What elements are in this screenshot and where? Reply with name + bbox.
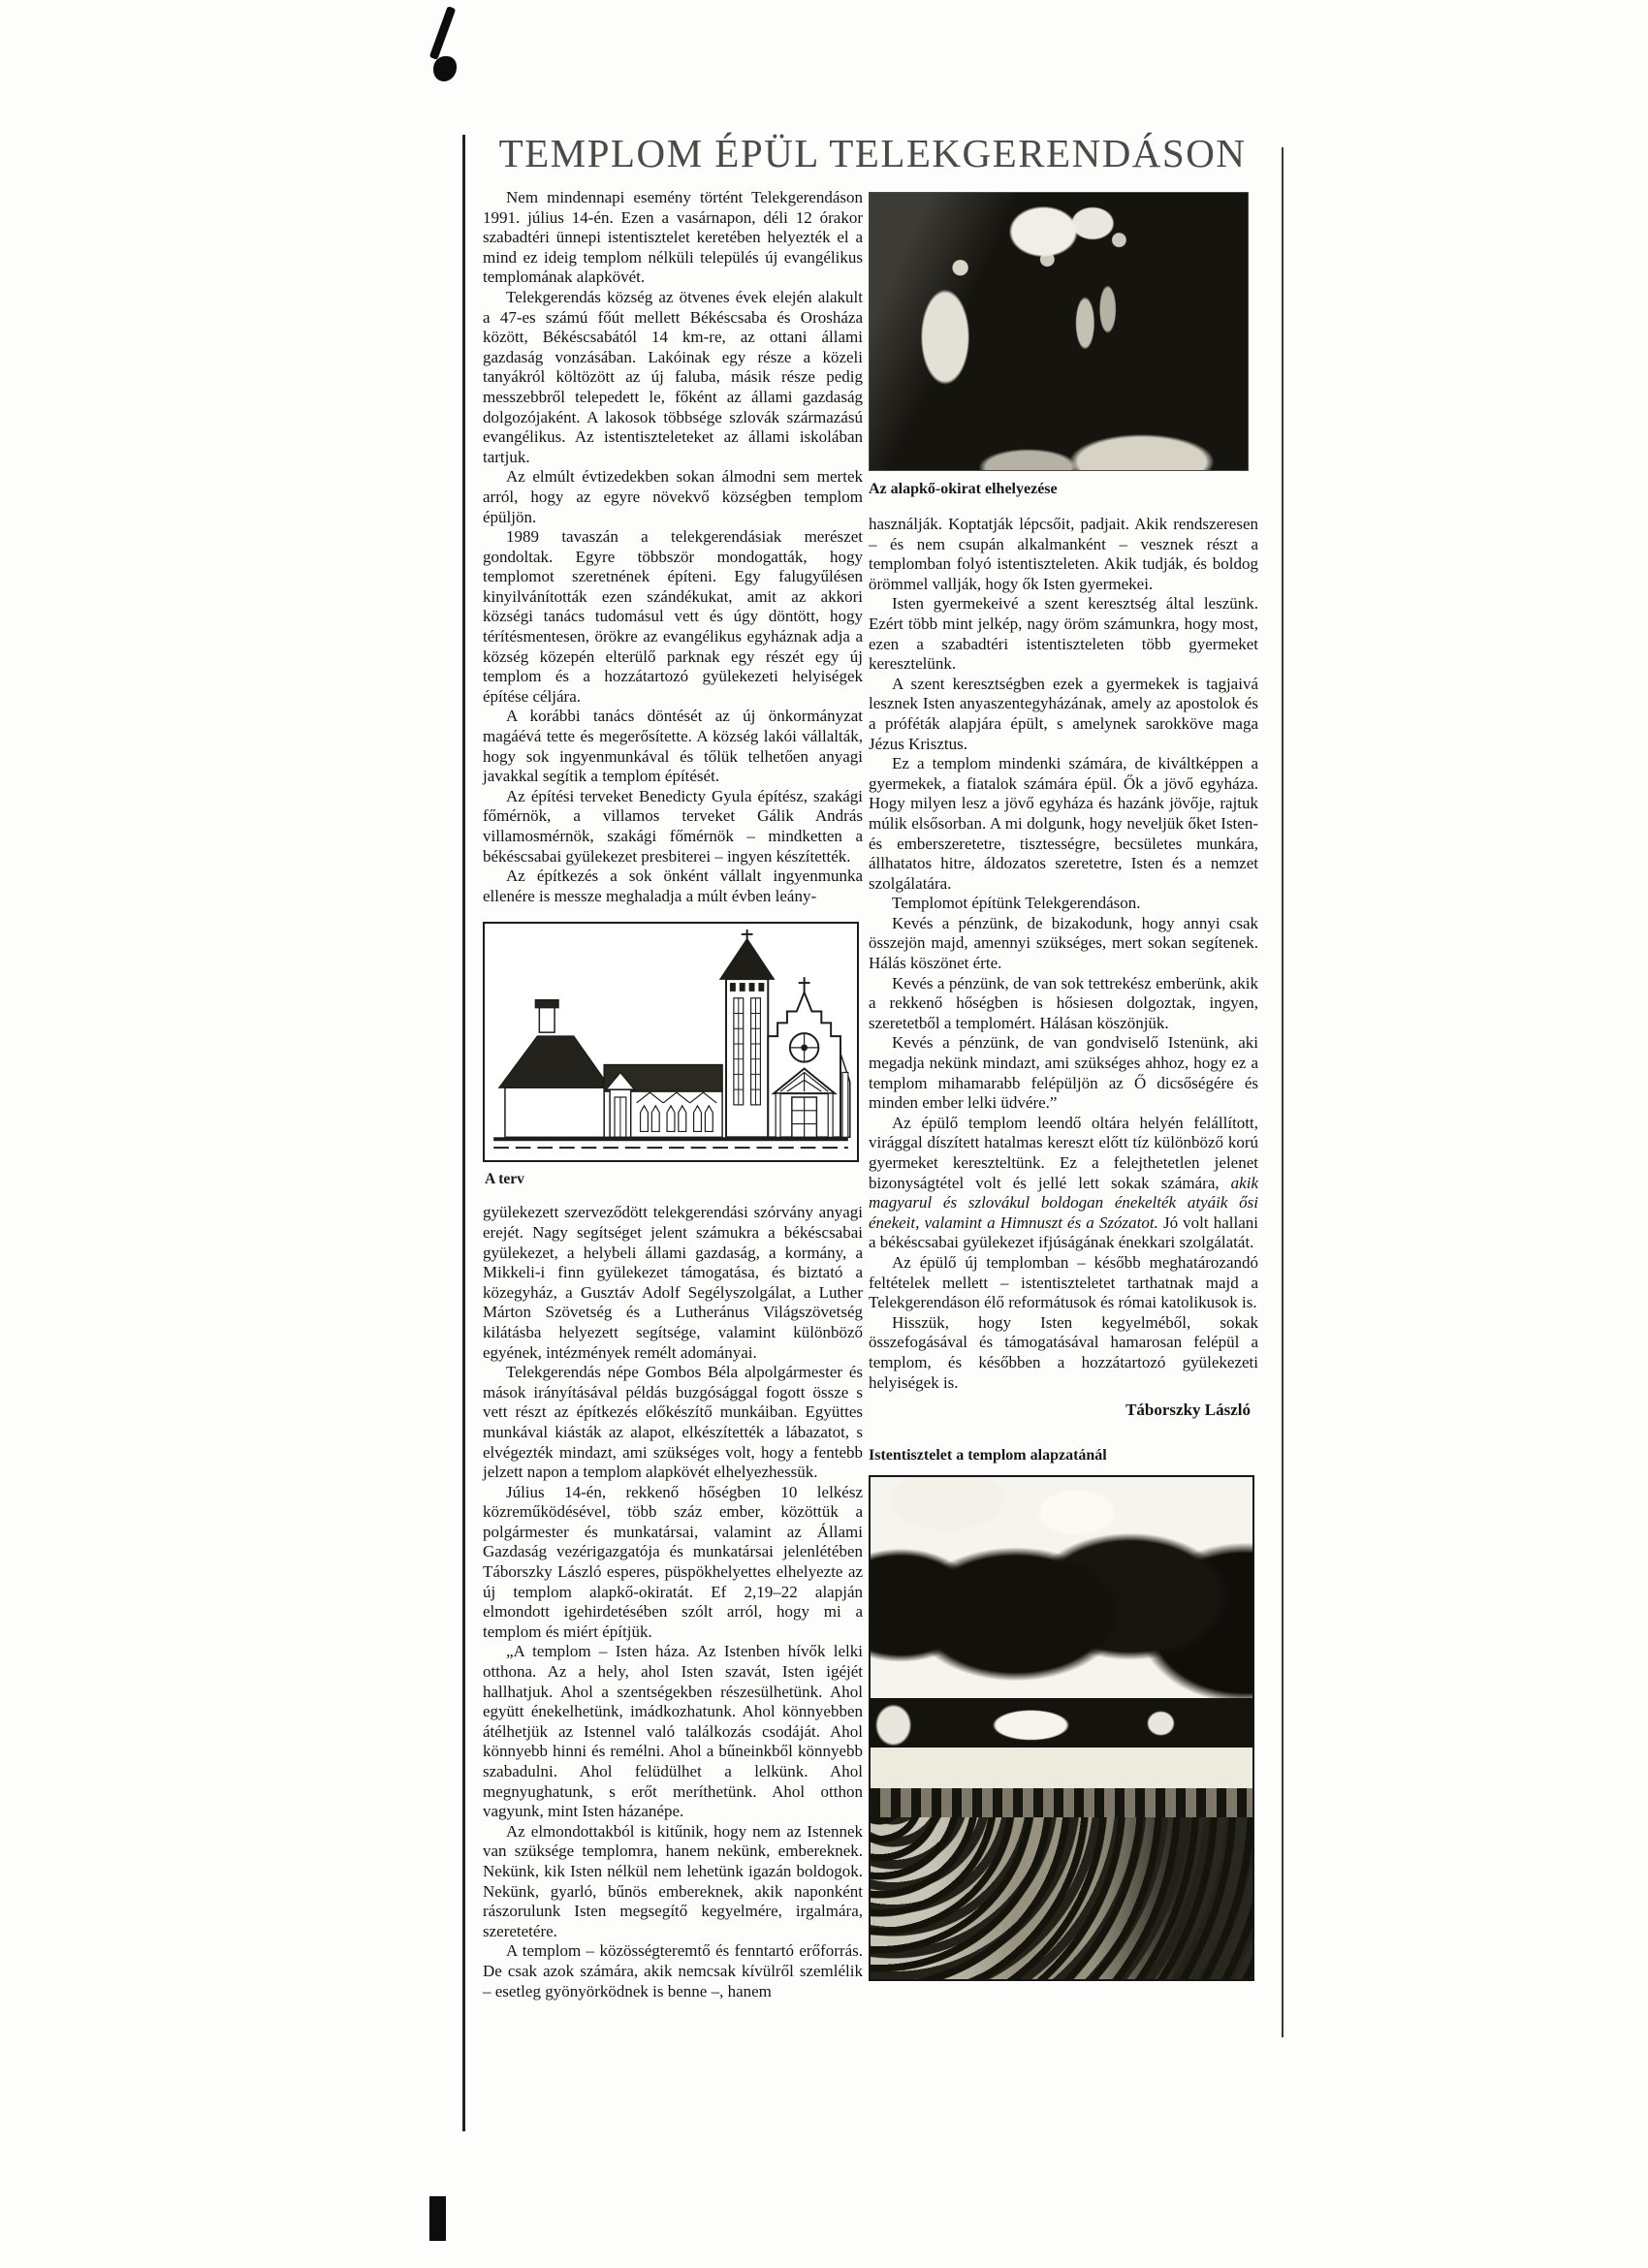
paragraph: A korábbi tanács döntését az új önkormányzat magáévá tette és megerősítette. A község lakói vállalták, hogy sok ingyenmunkával és tőlük telhetően anyagi javakkal segítik a templom építését.: [483, 707, 863, 786]
italic-quote: akik magyarul és szlovákul boldogan énekelték atyáik ősi énekeit, valamint a Himnuszt és a Szózatot.: [869, 1173, 1258, 1232]
right-margin-rule: [1282, 147, 1284, 2037]
top-photo-caption: Az alapkő-okirat elhelyezése: [869, 481, 1058, 497]
paragraph: Az építési terveket Benedicty Gyula építész, szakági főmérnök, a villamos terveket Gálik András villamosmérnök, szakági főmérnök – mindketten a békéscsabai gyülekezet presbiterei – ingyen készítették.: [483, 786, 863, 866]
scan-artifact-slash: [429, 6, 457, 60]
paragraph: Templomot építünk Telekgerendáson.: [892, 894, 1141, 913]
paragraph: Telekgerendás népe Gombos Béla alpolgármester és mások irányításával példás buzgósággal fogott össze s vett részt az építkezés előkészítő munkáiban. Együttes munkával kiásták az alapot, elkészítették a lábazatot, s elvégezték mindazt, ami szükséges volt, hogy a fentebb jelzett napon a templom alapkövét elhelyezhessük.: [483, 1363, 863, 1482]
paragraph: használják. Koptatják lépcsőit, padjait. Akik rendszeresen – és nem csupán alkalmanként – vesznek részt a templomban folyó istentiszteleten. Akik tudják, és boldog örömmel vallják, hogy ők Isten gyermekei.: [869, 515, 1258, 593]
paragraph: Az elmondottakból is kitűnik, hogy nem az Istennek van szüksége templomra, hanem nekünk, embereknek. Nekünk, kik Isten nélkül nem lehetünk igazán boldogok. Nekünk, gyarló, bűnös embereknek, akik naponként rászorulunk Isten megsegítő kegyelmére, irgalmára, szeretetére.: [483, 1821, 863, 1940]
left-margin-rule: [462, 135, 465, 2131]
paragraph: Július 14-én, rekkenő hőségben 10 lelkész közreműködésével, több száz ember, közöttük a polgármester és munkatársai, valamint az Állami Gazdaság vezérigazgatója és munkatársai jelenlétében Táborszky László esperes, püspökhelyettes elhelyezte az új templom alapkő-okiratát. Ef 2,19–22 alapján elmondott igehirdetésében szólt arról, hogy mi a templom és miért építjük.: [483, 1482, 863, 1641]
photo-foreground-area: [871, 1788, 1252, 1979]
photo-trees-sky-area: [871, 1477, 1252, 1698]
paragraph-text: Az épülő templom leendő oltára helyén felállított, virággal díszített hatalmas kereszt előtt tíz különböző korú gyermeket kereszteltünk. Ez a felejthetetlen jelenet bizonyságtétel volt és jellé lett sokak számára,: [869, 1113, 1258, 1192]
scan-artifact-blob: [433, 56, 457, 81]
paragraph: A templom – közösségteremtő és fenntartó erőforrás. De csak azok számára, akik nemcsak kívülről szemlélik – esetleg gyönyörködnek is benne –, hanem: [483, 1941, 863, 2000]
paragraph-text: Jó volt hallani a békéscsabai gyülekezet ifjúságának énekkari szolgálatát.: [869, 1213, 1258, 1252]
paragraph: Telekgerendás község az ötvenes évek elején alakult a 47-es számú főút mellett Békéscsaba és Orosháza között, Békéscsabától 14 km-re, az ottani állami gazdaság vonzásában. Lakóinak egy része a közeli tanyákról költözött az új faluba, másik része pedig messzebbről telepedett le, főként az állami gazdaság dolgozójaként. A lakosok többsége szlovák származású evangélikus. Az istentiszteleteket az állami iskolában tartjuk.: [483, 287, 863, 466]
paragraph: gyülekezett szerveződött telekgerendási szórvány anyagi erejét. Nagy segítséget jelent számukra a békéscsabai gyülekezet, a helybeli állami gazdaság, a kormány, a Mikkeli-i finn gyülekezet támogatása, és biztató a közegyház, a Gusztáv Adolf Segélyszolgálat, a Luther Márton Szövetség és a Lutheránus Világszövetség kilátásba helyezett segítsége, valamint különböző egyének, intézmények remélt adományai.: [483, 1203, 863, 1362]
right-column: [869, 192, 1258, 1981]
paragraph: Kevés a pénzünk, de van sok tettrekész emberünk, akik a rekkenő hőségben is hősiesen dolgoztak, ingyen, szeretetből a templomért. Hálásan köszönjük.: [869, 973, 1258, 1032]
photo-altar-area: [871, 1698, 1252, 1788]
paragraph: Az építkezés a sok önként vállalt ingyenmunka ellenére is messze meghaladja a múlt évben leány-: [483, 866, 863, 905]
paragraph: Kevés a pénzünk, de van gondviselő Istenünk, aki megadja nekünk mindazt, ami szükséges ahhoz, hogy ez a templom mihamarabb felépüljön az Ő dicsőségére és minden ember lelki üdvére.”: [869, 1033, 1258, 1113]
paragraph: Az elmúlt évtizedekben sokan álmodni sem mertek arról, hogy az egyre növekvő községben templom épüljön.: [483, 467, 863, 526]
paragraph: Hisszük, hogy Isten kegyelméből, sokak összefogásával és támogatásával hamarosan felépül a templom, és későbben a hozzátartozó gyülekezeti helyiségek is.: [869, 1312, 1258, 1392]
drawing-caption: A terv: [485, 1171, 524, 1188]
left-column: [483, 188, 863, 2001]
paragraph: Isten gyermekeivé a szent keresztség által leszünk. Ezért több mint jelkép, nagy öröm számunkra, hogy most, ezen a szabadtéri istentiszteleten több gyermeket keresztelünk.: [869, 594, 1258, 674]
paragraph: 1989 tavaszán a telekgerendásiak merészet gondoltak. Egyre többször mondogatták, hogy templomot szeretnének építeni. Egy falugyűlésen kinyilvánították ezen szándékukat, amit az akkori községi tanács tudomásul vett és úgy döntött, hogy térítésmentesen, örökre az evangélikus egyháznak adja a község közepén elterülő parknak egy részét egy új templom és a hozzátartozó gyülekezeti helyiségek építése céljára.: [483, 527, 863, 706]
paragraph: A szent keresztségben ezek a gyermekek is tagjaivá lesznek Isten anyaszentegyházának, amely az apostolok és a próféták alapjára épült, s amelynek sarokköve maga Jézus Krisztus.: [869, 674, 1258, 753]
paragraph: „A templom – Isten háza. Az Istenben hívők lelki otthona. Az a hely, ahol Isten szavát, Isten igéjét hallhatjuk. Ahol a szentségekben részesülhetünk. Ahol együtt énekelhetünk, imádkozhatunk. Ahol könnyebben átélhetjük az Istennel való találkozás csodáját. Ahol könnyebb hinni és remélni. Ahol a bűneinkből könnyebb szabadulni. Ahol felüdülhet a lelkünk. Ahol megnyughatunk, s erőt meríthetünk. Ahol otthon vagyunk, mint Isten házanépe.: [483, 1642, 863, 1821]
service-at-foundation-photo: [869, 1475, 1254, 1981]
paragraph: Ez a templom mindenki számára, de kiváltképpen a gyermekek, a fiatalok számára épül. Ők a jövő egyháza. Hogy milyen lesz a jövő egyháza és hazánk jövője, rajtuk múlik elsősorban. A mi dolgunk, hogy neveljük őket Isten- és emberszeretetre, tisztességre, becsületes munkára, állhatatos hitre, áldozatos szeretetre, Isten és a nemzet szolgálatára.: [869, 754, 1258, 893]
bottom-photo-caption: Istentisztelet a templom alapzatánál: [869, 1446, 1107, 1464]
church-plan-drawing: [483, 922, 859, 1162]
foundation-ceremony-photo: [869, 192, 1249, 471]
scan-artifact-bottom: [429, 2196, 446, 2241]
paragraph: [869, 1114, 1258, 1253]
paragraph: Kevés a pénzünk, de bizakodunk, hogy annyi csak összejön majd, amennyi szükséges, mert sokan segítenek. Hálás köszönet érte.: [869, 913, 1258, 973]
paragraph: Az épülő új templomban – később meghatározandó feltételek mellett – istentiszteletet tarthatnak majd a Telekgerendáson élő reformátusok és római katolikusok is.: [869, 1252, 1258, 1312]
church-elevation-svg: [488, 929, 854, 1154]
paragraph: Nem mindennapi esemény történt Telekgerendáson 1991. július 14-én. Ezen a vasárnapon, déli 12 órakor szabadtéri ünnepi istentisztelet keretében helyezték el a mind ez ideig templom nélküli település új evangélikus templomának alapkövét.: [483, 188, 863, 287]
article-title: TEMPLOM ÉPÜL TELEKGERENDÁSON: [498, 131, 1247, 175]
author-signature: Táborszky László: [1125, 1401, 1251, 1420]
